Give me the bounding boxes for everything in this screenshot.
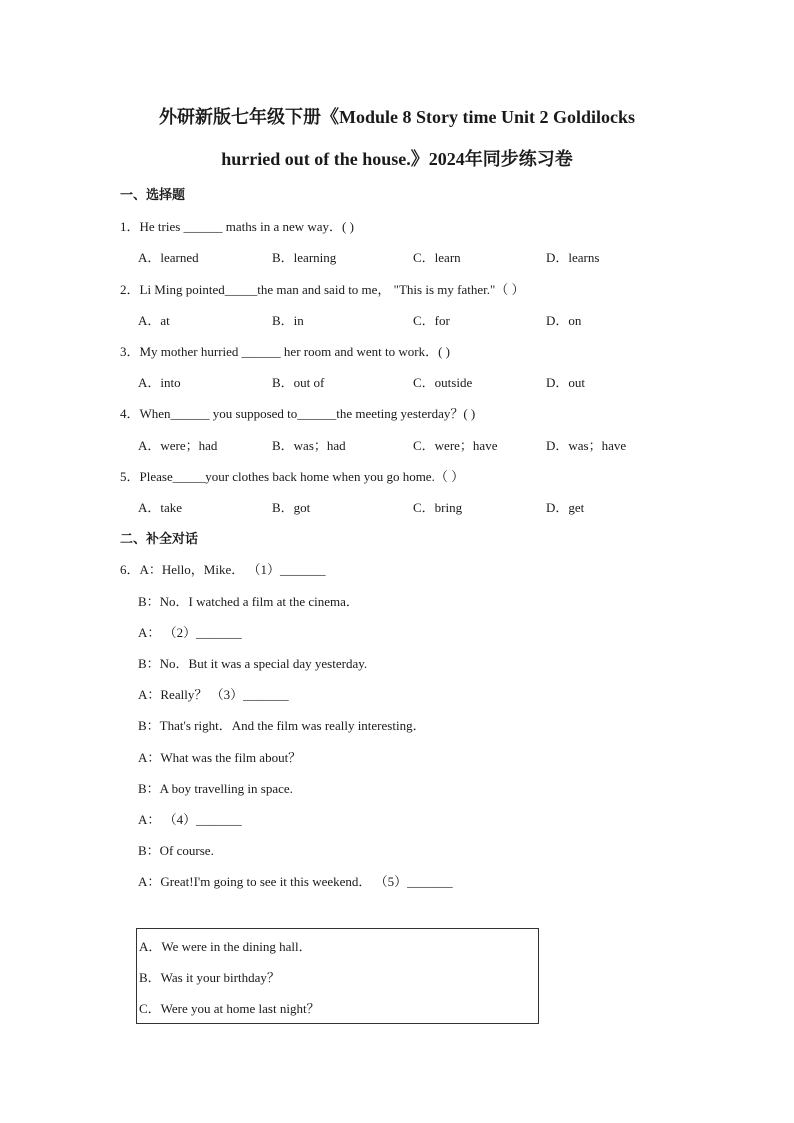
dialogue-line: B：Of course. xyxy=(138,843,214,858)
page-title-line-1: 外研新版七年级下册《Module 8 Story time Unit 2 Goldilocks xyxy=(159,107,635,127)
question-2-option-b: B．in xyxy=(272,313,304,328)
question-5-stem: 5．Please_____your clothes back home when you go home.（ ） xyxy=(120,469,465,484)
dialogue-line: B：A boy travelling in space. xyxy=(138,781,293,796)
dialogue-choices-box xyxy=(136,928,539,1024)
dialogue-line: A：Great!I'm going to see it this weekend． （5）_______ xyxy=(138,874,453,889)
question-4-option-b: B．was；had xyxy=(272,438,346,453)
question-3-option-b: B．out of xyxy=(272,375,325,390)
question-1-option-b: B．learning xyxy=(272,250,337,265)
question-5-options xyxy=(138,500,698,516)
question-2-stem: 2．Li Ming pointed_____the man and said to me， "This is my father."（ ） xyxy=(120,282,525,297)
question-1-option-a: A．learned xyxy=(138,250,199,265)
question-3-option-a: A．into xyxy=(138,375,181,390)
question-4-options xyxy=(138,438,698,454)
dialogue-line: B：No．But it was a special day yesterday. xyxy=(138,656,368,671)
dialogue-line: 6．A：Hello，Mike． （1）_______ xyxy=(120,562,326,577)
question-2-options xyxy=(138,313,698,329)
question-3-option-c: C．outside xyxy=(413,375,473,390)
question-4-option-a: A．were；had xyxy=(138,438,218,453)
question-3-options xyxy=(138,375,698,391)
choice-b: B．Was it your birthday？ xyxy=(139,970,280,985)
question-3-stem: 3．My mother hurried ______ her room and went to work．( ) xyxy=(120,344,450,359)
dialogue-line: B：That's right．And the film was really interesting． xyxy=(138,718,426,733)
question-3-option-d: D．out xyxy=(546,375,586,390)
dialogue-line: A： （4）_______ xyxy=(138,812,242,827)
question-2-option-a: A．at xyxy=(138,313,170,328)
choice-a: A．We were in the dining hall． xyxy=(139,939,312,954)
dialogue-line: B：No．I watched a film at the cinema． xyxy=(138,594,359,609)
choice-c: C．Were you at home last night？ xyxy=(139,1001,320,1016)
question-4-stem: 4．When______ you supposed to______the meeting yesterday？( ) xyxy=(120,406,476,421)
dialogue-line: A： （2）_______ xyxy=(138,625,242,640)
question-4-option-d: D．was；have xyxy=(546,438,627,453)
question-1-option-d: D．learns xyxy=(546,250,600,265)
question-5-option-a: A．take xyxy=(138,500,183,515)
question-5-option-d: D．get xyxy=(546,500,585,515)
question-2-option-c: C．for xyxy=(413,313,450,328)
dialogue-line: A：Really？ （3）_______ xyxy=(138,687,289,702)
question-5-option-c: C．bring xyxy=(413,500,463,515)
question-1-options xyxy=(138,250,698,266)
question-1-stem: 1．He tries ______ maths in a new way．( ) xyxy=(120,219,354,234)
dialogue-line: A：What was the film about？ xyxy=(138,750,302,765)
section-heading-dialogue: 二、补全对话 xyxy=(120,531,199,546)
question-5-option-b: B．got xyxy=(272,500,311,515)
page-title-line-2: hurried out of the house.》2024年同步练习卷 xyxy=(221,149,573,169)
section-heading-multiple-choice: 一、选择题 xyxy=(120,187,186,202)
question-1-option-c: C．learn xyxy=(413,250,461,265)
question-4-option-c: C．were；have xyxy=(413,438,498,453)
question-2-option-d: D．on xyxy=(546,313,582,328)
